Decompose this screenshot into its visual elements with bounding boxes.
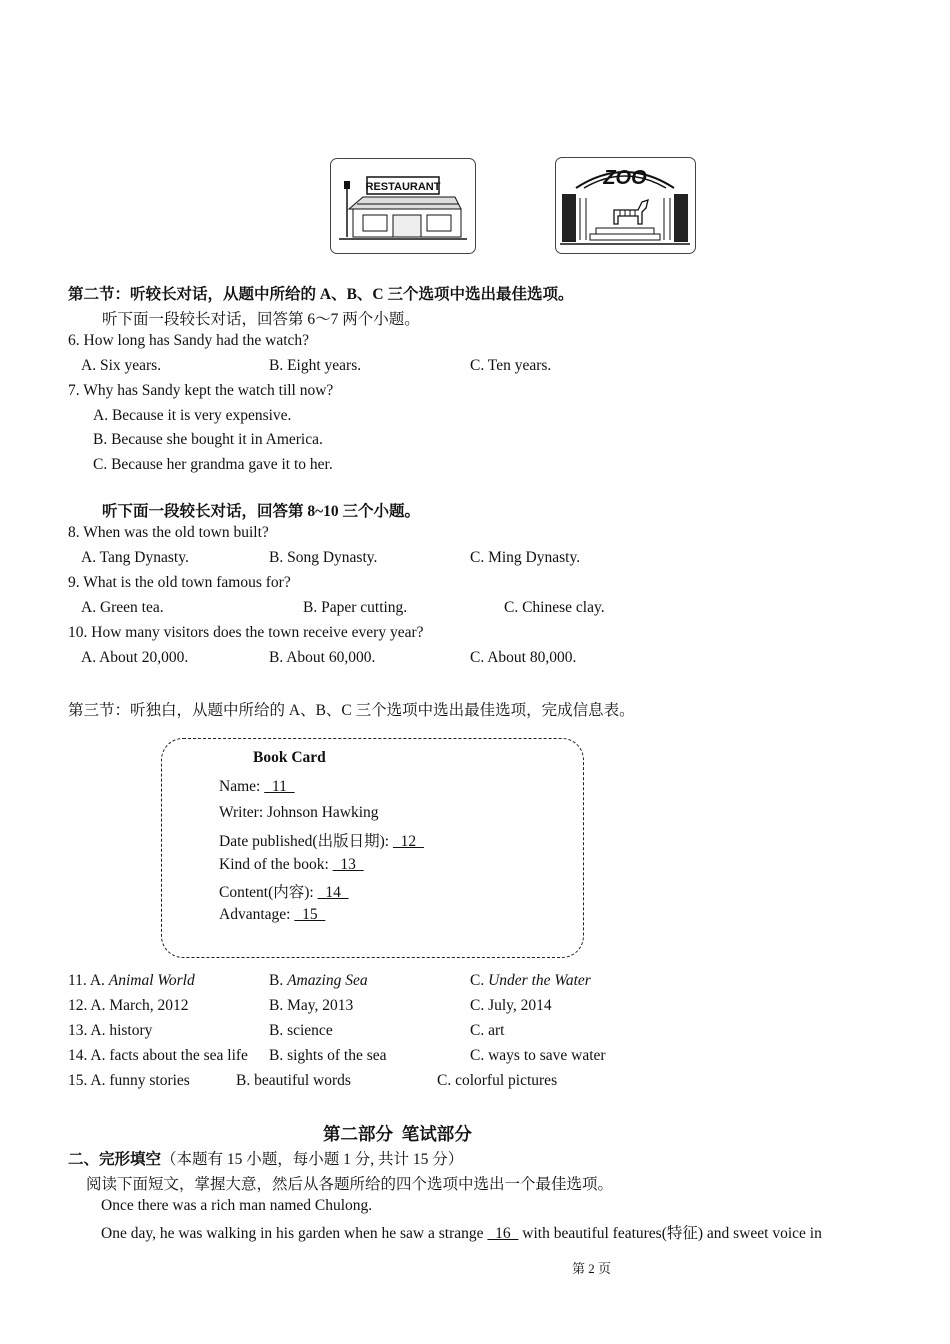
- book-card-name: [219, 778, 295, 796]
- kind-label: Kind of the book:: [219, 856, 333, 873]
- q9-option-a: A. Green tea.: [81, 599, 164, 616]
- q9-option-b: B. Paper cutting.: [303, 599, 408, 616]
- blank-12: 12: [392, 833, 424, 850]
- q12-option-b: B. May, 2013: [269, 997, 354, 1014]
- q9-stem: 9. What is the old town famous for?: [68, 574, 291, 591]
- q8-stem: 8. When was the old town built?: [68, 524, 269, 541]
- advantage-label: Advantage:: [219, 906, 295, 923]
- q11-option-c: [470, 972, 591, 990]
- zoo-sign-text: ZOO: [603, 167, 647, 189]
- q13-option-c: C. art: [470, 1022, 505, 1039]
- content-label: Content(内容):: [219, 884, 318, 901]
- q11-option-a: [68, 972, 195, 990]
- q11-b-text: Amazing Sea: [287, 972, 368, 989]
- q11-a-text: Animal World: [108, 972, 195, 989]
- q15-option-b: B. beautiful words: [236, 1072, 351, 1089]
- zoo-drawing: [556, 158, 694, 252]
- q14-option-c: C. ways to save water: [470, 1047, 606, 1064]
- cloze-heading-rest: （本题有 15 小题，每小题 1 分, 共计 15 分）: [161, 1151, 464, 1168]
- restaurant-drawing: [331, 159, 474, 252]
- book-card-writer: Writer: Johnson Hawking: [219, 804, 379, 821]
- q11-option-b: [269, 972, 368, 990]
- q14-option-b: B. sights of the sea: [269, 1047, 387, 1064]
- restaurant-sign-text: RESTAURANT: [365, 181, 441, 193]
- q11-c-prefix: C.: [470, 972, 489, 989]
- book-card-title: Book Card: [253, 749, 326, 766]
- q8-option-a: A. Tang Dynasty.: [81, 549, 189, 566]
- q11-b-prefix: B.: [269, 972, 288, 989]
- q8-option-b: B. Song Dynasty.: [269, 549, 378, 566]
- blank-16: 16: [487, 1225, 519, 1242]
- q12-option-c: C. July, 2014: [470, 997, 552, 1014]
- blank-15: 15: [294, 906, 326, 923]
- page-number: 第 2 页: [572, 1261, 612, 1276]
- q6-stem: 6. How long has Sandy had the watch?: [68, 332, 310, 349]
- q15-option-c: C. colorful pictures: [437, 1072, 558, 1089]
- date-label: Date published(出版日期):: [219, 833, 393, 850]
- book-card-date: [219, 829, 424, 851]
- q9-option-c: C. Chinese clay.: [504, 599, 605, 616]
- q13-option-a: 13. A. history: [68, 1022, 153, 1039]
- q15-option-a: 15. A. funny stories: [68, 1072, 190, 1089]
- q8-option-c: C. Ming Dynasty.: [470, 549, 581, 566]
- part2-title: 第二部分 笔试部分: [323, 1124, 472, 1144]
- cloze-heading: [68, 1147, 463, 1169]
- q7-stem: 7. Why has Sandy kept the watch till now?: [68, 382, 334, 399]
- q6-option-c: C. Ten years.: [470, 357, 552, 374]
- q14-option-a: 14. A. facts about the sea life: [68, 1047, 248, 1064]
- q6-option-a: A. Six years.: [81, 357, 162, 374]
- q11-number: 11. A.: [68, 972, 109, 989]
- cloze-heading-bold: 二、完形填空: [68, 1151, 162, 1168]
- cloze-instruction: 阅读下面短文，掌握大意，然后从各题所给的四个选项中选出一个最佳选项。: [86, 1176, 614, 1193]
- q13-option-b: B. science: [269, 1022, 333, 1039]
- blank-13: 13: [332, 856, 364, 873]
- q10-stem: 10. How many visitors does the town receive every year?: [68, 624, 424, 641]
- blank-11: 11: [264, 778, 295, 795]
- name-label: Name:: [219, 778, 265, 795]
- cloze-line-2: [101, 1221, 822, 1243]
- restaurant-picture: [330, 158, 476, 254]
- zoo-picture: [555, 157, 696, 254]
- q10-option-a: A. About 20,000.: [81, 649, 189, 666]
- cloze-line-2-pre: One day, he was walking in his garden when he saw a strange: [101, 1225, 488, 1242]
- section2-heading: 第二节：听较长对话，从题中所给的 A、B、C 三个选项中选出最佳选项。: [68, 286, 574, 303]
- q7-option-c: C. Because her grandma gave it to her.: [93, 456, 333, 473]
- book-card-kind: [219, 856, 364, 874]
- blank-14: 14: [317, 884, 349, 901]
- book-card-content: [219, 880, 349, 902]
- q12-option-a: 12. A. March, 2012: [68, 997, 189, 1014]
- cloze-line-1: Once there was a rich man named Chulong.: [101, 1197, 373, 1214]
- section2-intro-6-7: 听下面一段较长对话，回答第 6～7 两个小题。: [102, 311, 420, 328]
- q7-option-b: B. Because she bought it in America.: [93, 431, 323, 448]
- book-card-advantage: [219, 906, 325, 924]
- section3-heading: 第三节：听独白，从题中所给的 A、B、C 三个选项中选出最佳选项，完成信息表。: [68, 702, 635, 719]
- q10-option-b: B. About 60,000.: [269, 649, 376, 666]
- q7-option-a: A. Because it is very expensive.: [93, 407, 292, 424]
- q11-c-text: Under the Water: [488, 972, 591, 989]
- cloze-line-2-post: with beautiful features(特征) and sweet voice in: [518, 1225, 822, 1242]
- q10-option-c: C. About 80,000.: [470, 649, 577, 666]
- section2-intro-8-10: 听下面一段较长对话，回答第 8~10 三个小题。: [102, 503, 421, 520]
- q6-option-b: B. Eight years.: [269, 357, 362, 374]
